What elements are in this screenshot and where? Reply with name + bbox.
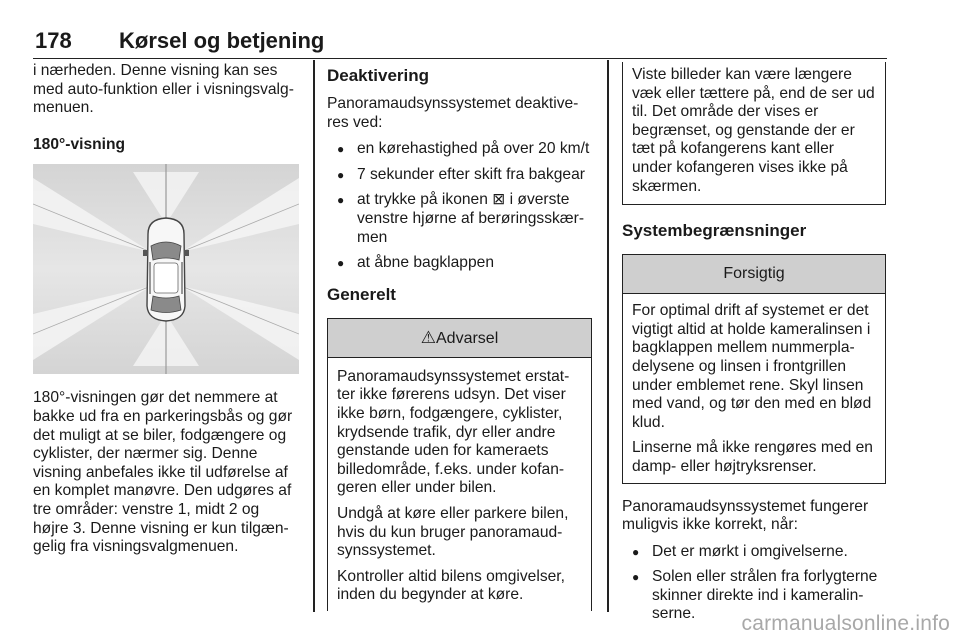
list-item: ● en kørehastighed på over 20 km/t — [327, 140, 593, 159]
intro-paragraph: i nærheden. Denne visning kan ses med auto-funktion eller i visningsvalg-menuen. — [33, 62, 294, 117]
body-paragraph: 180°-visningen gør det nemmere at bakke ud fra en parkeringsbås og gør det muligt at se biler, fodgængere og cyklister, der nærmer sig. Denne visning anbefales ikke til udførelse af en komplet manøvre. Den udgøres af tre områder: venstre 1, midt 2 og højre 3. Denne visning er kun tilgæn-gelig fra visningsvalgmenuen. — [33, 389, 293, 556]
heading-generelt: Generelt — [327, 284, 396, 304]
warning-box-continued — [622, 62, 886, 205]
warning-paragraph: Kontroller altid bilens omgivelser, inden du begynder at køre. — [337, 567, 565, 604]
caution-paragraph: For optimal drift af systemet er det vigtigt altid at holde kameralinsen i bagklappen mellem nummerpla-delysene og linsen i frontgrillen under emblemet rene. Skyl linsen med vand, og tør den med en blød klud. — [632, 302, 872, 431]
warning-continued-paragraph: Viste billeder kan være længere væk eller tættere på, end de ser ud til. Det område der vises er begrænset, og genstande der er tæt på kofangerens kant eller under kofangeren vises ikke på skærmen. — [632, 66, 875, 195]
caution-box — [622, 254, 886, 483]
car-overhead-illustration — [33, 164, 299, 374]
column-divider — [313, 60, 315, 612]
watermark: carmanualsonline.info — [741, 612, 950, 635]
column-2 — [327, 62, 593, 611]
page-header — [33, 22, 887, 59]
caution-paragraph: Linserne må ikke rengøres med en damp- eller højtryksrenser. — [632, 439, 873, 475]
heading-systembegraensninger: Systembegrænsninger — [622, 221, 807, 241]
caution-box-body — [623, 294, 885, 482]
180-view-diagram — [33, 164, 299, 374]
column-3 — [622, 62, 888, 631]
deactivation-list — [327, 140, 593, 273]
page-title: Kørsel og betjening — [119, 28, 325, 53]
car-icon — [143, 218, 189, 321]
section-heading-180: 180°-visning — [33, 135, 126, 153]
warning-title: Advarsel — [436, 329, 499, 347]
warning-box — [327, 318, 592, 611]
column-divider — [607, 60, 609, 612]
heading-deaktivering: Deaktivering — [327, 66, 430, 85]
list-item: ● 7 sekunder efter skift fra bakgear — [327, 166, 593, 185]
list-item: ● at trykke på ikonen ⊠ i øverste venstre hjørne af berøringsskær-men — [327, 191, 593, 247]
warning-paragraph: Undgå at køre eller parkere bilen, hvis du kun bruger panoramaud-synssystemet. — [337, 504, 569, 560]
caution-box-header: Forsigtig — [623, 255, 885, 294]
limitations-intro: Panoramaudsynssystemet fungerer muligvis ikke korrekt, når: — [622, 497, 869, 534]
warning-paragraph: Panoramaudsynssystemet erstat-ter ikke førerens udsyn. Det viser ikke børn, fodgængere, cyklister, krydsende trafik, dyr eller andre genstande uden for kameraets billedområde, f.eks. under kofan-geren eller under bilen. — [337, 367, 570, 497]
warning-triangle-icon: ⚠ — [420, 327, 436, 347]
list-item: ● at åbne bagklappen — [327, 254, 593, 273]
warning-box-header — [328, 319, 591, 358]
page-number: 178 — [35, 28, 72, 53]
column-1 — [33, 62, 299, 557]
list-item: ● Solen eller strålen fra forlygterne skinner direkte ind i kameralin-serne. — [622, 568, 888, 624]
deactivation-intro: Panoramaudsynssystemet deaktive-res ved: — [327, 95, 579, 131]
list-item: ● Det er mørkt i omgivelserne. — [622, 543, 888, 562]
warning-box-body — [328, 358, 591, 611]
